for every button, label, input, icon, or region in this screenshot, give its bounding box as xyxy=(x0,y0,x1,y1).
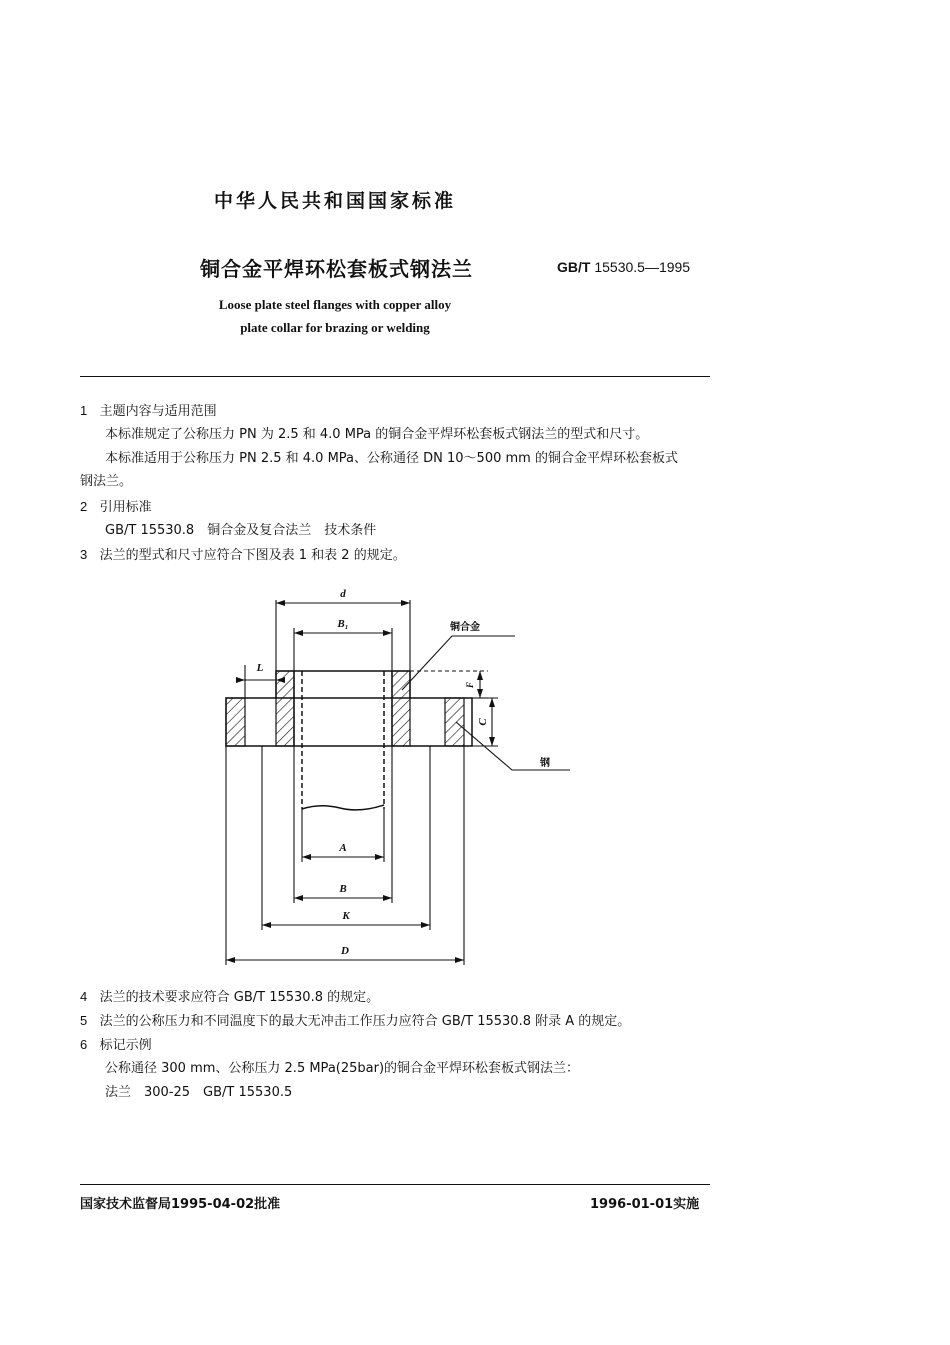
steel-section-right xyxy=(445,698,464,746)
section-6-paragraph-1: 公称通径 300 mm、公称压力 2.5 MPa(25bar)的铜合金平焊环松套板式钢法兰： xyxy=(105,1061,580,1076)
label-k: K xyxy=(342,910,350,922)
section-3-number: 3 xyxy=(80,547,88,562)
section-2-title: 引用标准 xyxy=(99,500,152,515)
label-c: C xyxy=(477,718,489,726)
copper-collar-raised xyxy=(276,671,410,698)
footer-rule xyxy=(80,1184,710,1185)
section-5-number: 5 xyxy=(80,1013,88,1028)
standard-title-cn: 铜合金平焊环松套板式钢法兰 xyxy=(200,257,473,281)
standard-title-en-line2: plate collar for brazing or welding xyxy=(240,320,430,335)
steel-flange-plate xyxy=(226,698,472,746)
label-f: F xyxy=(465,681,475,689)
section-4-number: 4 xyxy=(80,989,88,1004)
label-b: B xyxy=(339,883,347,895)
section-1-paragraph-2a: 本标准适用于公称压力 PN 2.5 和 4.0 MPa、公称通径 DN 10～500 mm 的铜合金平焊环松套板式 xyxy=(105,451,678,466)
standard-number-prefix: GB/T xyxy=(557,259,591,275)
standard-title-en-line1: Loose plate steel flanges with copper alloy xyxy=(218,297,452,312)
section-4 xyxy=(80,987,379,1008)
section-6-number: 6 xyxy=(80,1037,88,1052)
label-a: A xyxy=(339,842,347,854)
section-1-number: 1 xyxy=(80,403,88,418)
section-2-reference: GB/T 15530.8 铜合金及复合法兰 技术条件 xyxy=(105,523,377,538)
label-d: d xyxy=(340,588,346,600)
standard-number-value: 15530.5—1995 xyxy=(594,259,691,275)
section-6-title: 标记示例 xyxy=(99,1038,152,1053)
section-6-heading xyxy=(80,1035,152,1056)
pipe-break-line xyxy=(302,805,384,810)
implementation-date: 1996-01-01实施 xyxy=(590,1197,700,1212)
approval-date: 国家技术监督局1995-04-02批准 xyxy=(80,1197,281,1212)
section-5 xyxy=(80,1011,630,1032)
leader-copper-alloy xyxy=(402,636,515,690)
national-standard-heading: 中华人民共和国国家标准 xyxy=(213,190,456,212)
section-1-title: 主题内容与适用范围 xyxy=(99,404,217,419)
section-4-text: 法兰的技术要求应符合 GB/T 15530.8 的规定。 xyxy=(99,990,380,1005)
label-dd: D xyxy=(341,945,349,957)
label-b1: B₁ xyxy=(337,618,349,630)
label-steel: 钢 xyxy=(540,758,550,769)
label-copper-alloy: 铜合金 xyxy=(450,622,480,633)
copper-collar-right xyxy=(392,671,410,746)
section-2-number: 2 xyxy=(80,499,88,514)
steel-section-left xyxy=(226,698,245,746)
section-5-text: 法兰的公称压力和不同温度下的最大无冲击工作压力应符合 GB/T 15530.8 附录 A 的规定。 xyxy=(99,1014,631,1029)
section-6-marking-example: 法兰 300-25 GB/T 15530.5 xyxy=(105,1085,293,1100)
label-l: L xyxy=(256,662,264,674)
section-1-paragraph-2b: 钢法兰。 xyxy=(80,474,133,489)
section-1-paragraph-1: 本标准规定了公称压力 PN 为 2.5 和 4.0 MPa 的铜合金平焊环松套板式钢法兰的型式和尺寸。 xyxy=(105,427,649,442)
section-3-text: 法兰的型式和尺寸应符合下图及表 1 和表 2 的规定。 xyxy=(99,548,406,563)
